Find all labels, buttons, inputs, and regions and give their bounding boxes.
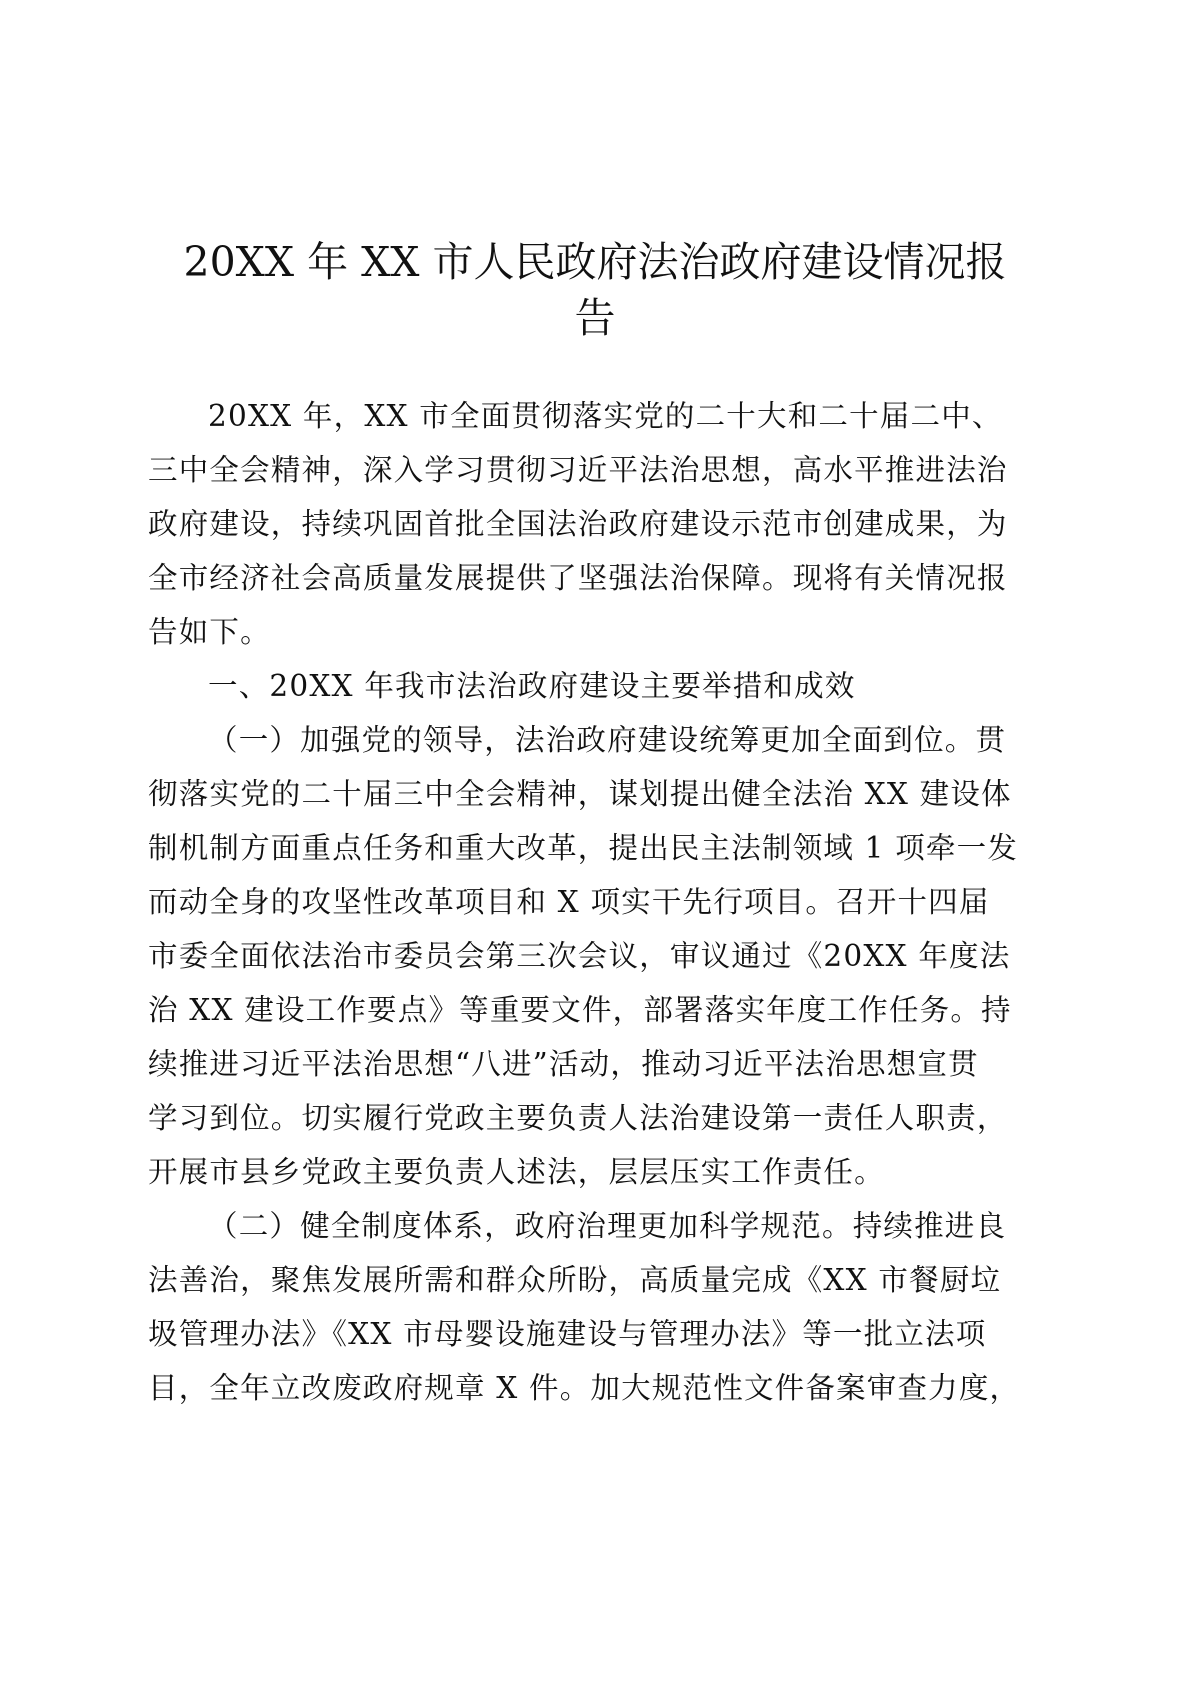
text-line: 而动全身的攻坚性改革项目和 X 项实干先行项目。召开十四届 [148, 885, 990, 919]
text-line: 彻落实党的二十届三中全会精神，谋划提出健全法治 XX 建设体 [148, 777, 1012, 811]
document-body [148, 389, 1048, 1415]
text-line: 目，全年立改废政府规章 X 件。加大规范性文件备案审查力度， [148, 1371, 1021, 1405]
intro-paragraph [148, 389, 1048, 659]
section-heading-text: 一、20XX 年我市法治政府建设主要举措和成效 [208, 669, 856, 703]
section-heading [148, 659, 1048, 713]
text-line: 学习到位。切实履行党政主要负责人法治建设第一责任人职责， [148, 1101, 1008, 1135]
text-line: 政府建设，持续巩固首批全国法治政府建设示范市创建成果，为 [148, 507, 1008, 541]
text-line: 法善治，聚焦发展所需和群众所盼，高质量完成《XX 市餐厨垃 [148, 1263, 1002, 1297]
text-line: 续推进习近平法治思想“八进”活动，推动习近平法治思想宣贯 [148, 1047, 979, 1081]
text-line: 全市经济社会高质量发展提供了坚强法治保障。现将有关情况报 [148, 561, 1008, 595]
text-line: （二）健全制度体系，政府治理更加科学规范。持续推进良 [208, 1209, 1007, 1243]
text-line: （一）加强党的领导，法治政府建设统筹更加全面到位。贯 [208, 723, 1007, 757]
text-line: 治 XX 建设工作要点》等重要文件，部署落实年度工作任务。持 [148, 993, 1012, 1027]
text-line: 20XX 年，XX 市全面贯彻落实党的二十大和二十届二中、 [208, 399, 1003, 433]
text-line: 制机制方面重点任务和重大改革，提出民主法制领域 1 项牵一发 [148, 831, 1019, 865]
text-line: 开展市县乡党政主要负责人述法，层层压实工作责任。 [148, 1155, 885, 1189]
text-line: 市委全面依法治市委员会第三次会议，审议通过《20XX 年度法 [148, 939, 1011, 973]
text-line: 圾管理办法》《XX 市母婴设施建设与管理办法》等一批立法项 [148, 1317, 987, 1351]
title-line: 20XX 年 XX 市人民政府法治政府建设情况报 [183, 238, 1007, 286]
text-line: 三中全会精神，深入学习贯彻习近平法治思想，高水平推进法治 [148, 453, 1008, 487]
subsection-paragraph-2 [148, 1199, 1048, 1415]
title-line: 告 [574, 294, 616, 342]
document-title [140, 234, 1050, 346]
subsection-paragraph-1 [148, 713, 1048, 1199]
text-line: 告如下。 [148, 615, 271, 649]
